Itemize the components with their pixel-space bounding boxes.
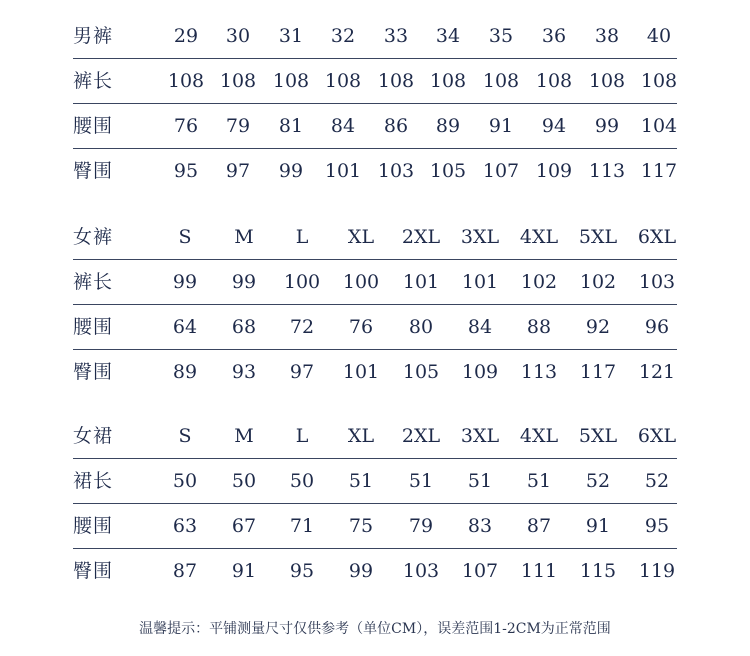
table-cell: 108 <box>588 70 626 92</box>
table-cell: 99 <box>231 271 257 293</box>
size-header-cell: 30 <box>225 25 251 47</box>
table-cell: 83 <box>467 515 493 537</box>
table-cell: 79 <box>408 515 434 537</box>
table-cell: 107 <box>482 160 520 182</box>
table-header-row <box>73 414 677 459</box>
table-cell: 50 <box>289 470 315 492</box>
garment-label: 女裙 <box>73 425 114 447</box>
table-cell: 95 <box>644 515 670 537</box>
table-cell: 87 <box>172 560 198 582</box>
table-cell: 87 <box>526 515 552 537</box>
table-cell: 71 <box>289 515 315 537</box>
table-cell: 51 <box>526 470 552 492</box>
table-header-row <box>73 14 677 59</box>
size-header-cell: 3XL <box>460 226 500 248</box>
size-header-cell: 40 <box>646 25 672 47</box>
table-cell: 91 <box>488 115 514 137</box>
table-row <box>73 260 677 305</box>
measurement-label: 裤长 <box>73 70 114 92</box>
table-cell: 103 <box>377 160 415 182</box>
measurement-label: 臀围 <box>73 560 114 582</box>
measurement-label: 腰围 <box>73 115 114 137</box>
size-header-cell: 31 <box>278 25 304 47</box>
size-header-cell: 6XL <box>637 226 677 248</box>
table-cell: 96 <box>644 316 670 338</box>
table-cell: 102 <box>579 271 617 293</box>
size-header-cell: 4XL <box>519 226 559 248</box>
size-header-cell: 35 <box>488 25 514 47</box>
table-cell: 108 <box>324 70 362 92</box>
table-row <box>73 459 677 504</box>
table-cell: 117 <box>640 160 678 182</box>
table-cell: 108 <box>377 70 415 92</box>
table-cell: 67 <box>231 515 257 537</box>
size-header-cell: 4XL <box>519 425 559 447</box>
table-cell: 121 <box>638 361 676 383</box>
measurement-label: 臀围 <box>73 361 114 383</box>
table-cell: 109 <box>461 361 499 383</box>
table-cell: 64 <box>172 316 198 338</box>
table-cell: 81 <box>278 115 304 137</box>
size-header-cell: S <box>178 226 192 248</box>
table-cell: 100 <box>283 271 321 293</box>
table-row <box>73 104 677 149</box>
size-table-men-pants <box>73 14 677 194</box>
measurement-label: 裤长 <box>73 271 114 293</box>
table-cell: 108 <box>640 70 678 92</box>
table-cell: 105 <box>402 361 440 383</box>
measurement-label: 臀围 <box>73 160 114 182</box>
size-header-cell: 29 <box>173 25 199 47</box>
table-cell: 102 <box>520 271 558 293</box>
table-cell: 75 <box>348 515 374 537</box>
table-cell: 113 <box>520 361 558 383</box>
size-header-cell: XL <box>347 226 375 248</box>
table-cell: 101 <box>342 361 380 383</box>
table-cell: 100 <box>342 271 380 293</box>
table-cell: 101 <box>402 271 440 293</box>
table-row <box>73 305 677 350</box>
table-cell: 103 <box>402 560 440 582</box>
measurement-label: 腰围 <box>73 515 114 537</box>
table-header-row <box>73 215 677 260</box>
table-cell: 50 <box>172 470 198 492</box>
table-cell: 84 <box>467 316 493 338</box>
size-table-women-skirt <box>73 414 677 594</box>
table-cell: 76 <box>173 115 199 137</box>
garment-label: 女裤 <box>73 226 114 248</box>
size-header-cell: L <box>295 226 309 248</box>
table-row <box>73 59 677 104</box>
table-row <box>73 549 677 594</box>
size-header-cell: 6XL <box>637 425 677 447</box>
table-cell: 108 <box>482 70 520 92</box>
garment-label: 男裤 <box>73 25 114 47</box>
table-cell: 80 <box>408 316 434 338</box>
size-header-cell: 5XL <box>578 425 618 447</box>
table-cell: 72 <box>289 316 315 338</box>
table-cell: 51 <box>348 470 374 492</box>
table-cell: 92 <box>585 316 611 338</box>
table-cell: 95 <box>289 560 315 582</box>
table-cell: 104 <box>640 115 678 137</box>
table-cell: 89 <box>435 115 461 137</box>
table-cell: 108 <box>167 70 205 92</box>
table-cell: 63 <box>172 515 198 537</box>
table-cell: 103 <box>638 271 676 293</box>
table-cell: 99 <box>278 160 304 182</box>
table-cell: 88 <box>526 316 552 338</box>
size-header-cell: M <box>234 226 254 248</box>
size-header-cell: 38 <box>594 25 620 47</box>
size-table-women-pants <box>73 215 677 395</box>
table-cell: 99 <box>348 560 374 582</box>
table-cell: 51 <box>408 470 434 492</box>
table-cell: 97 <box>225 160 251 182</box>
measurement-note: 温馨提示：平铺测量尺寸仅供参考（单位CM），误差范围1-2CM为正常范围 <box>139 621 611 637</box>
size-header-cell: 5XL <box>578 226 618 248</box>
table-cell: 119 <box>638 560 676 582</box>
size-header-cell: S <box>178 425 192 447</box>
table-cell: 84 <box>330 115 356 137</box>
table-row <box>73 149 677 194</box>
table-cell: 111 <box>520 560 558 582</box>
table-cell: 105 <box>429 160 467 182</box>
table-cell: 115 <box>579 560 617 582</box>
table-cell: 109 <box>535 160 573 182</box>
table-cell: 52 <box>585 470 611 492</box>
table-cell: 108 <box>429 70 467 92</box>
table-cell: 94 <box>541 115 567 137</box>
size-header-cell: 36 <box>541 25 567 47</box>
table-cell: 113 <box>588 160 626 182</box>
table-cell: 108 <box>535 70 573 92</box>
table-cell: 93 <box>231 361 257 383</box>
table-cell: 99 <box>594 115 620 137</box>
table-cell: 50 <box>231 470 257 492</box>
table-cell: 91 <box>231 560 257 582</box>
table-row <box>73 504 677 549</box>
size-header-cell: 32 <box>330 25 356 47</box>
table-cell: 86 <box>383 115 409 137</box>
table-cell: 117 <box>579 361 617 383</box>
size-header-cell: 2XL <box>401 425 441 447</box>
table-cell: 89 <box>172 361 198 383</box>
table-cell: 101 <box>461 271 499 293</box>
table-cell: 79 <box>225 115 251 137</box>
size-header-cell: L <box>295 425 309 447</box>
table-cell: 51 <box>467 470 493 492</box>
table-cell: 107 <box>461 560 499 582</box>
size-header-cell: 33 <box>383 25 409 47</box>
table-cell: 97 <box>289 361 315 383</box>
table-cell: 101 <box>324 160 362 182</box>
size-header-cell: 34 <box>435 25 461 47</box>
table-cell: 91 <box>585 515 611 537</box>
size-header-cell: M <box>234 425 254 447</box>
table-cell: 99 <box>172 271 198 293</box>
table-cell: 108 <box>272 70 310 92</box>
table-cell: 76 <box>348 316 374 338</box>
measurement-label: 裙长 <box>73 470 114 492</box>
table-cell: 95 <box>173 160 199 182</box>
table-row <box>73 350 677 395</box>
table-cell: 68 <box>231 316 257 338</box>
size-header-cell: 2XL <box>401 226 441 248</box>
size-header-cell: XL <box>347 425 375 447</box>
size-header-cell: 3XL <box>460 425 500 447</box>
measurement-label: 腰围 <box>73 316 114 338</box>
table-cell: 108 <box>219 70 257 92</box>
table-cell: 52 <box>644 470 670 492</box>
